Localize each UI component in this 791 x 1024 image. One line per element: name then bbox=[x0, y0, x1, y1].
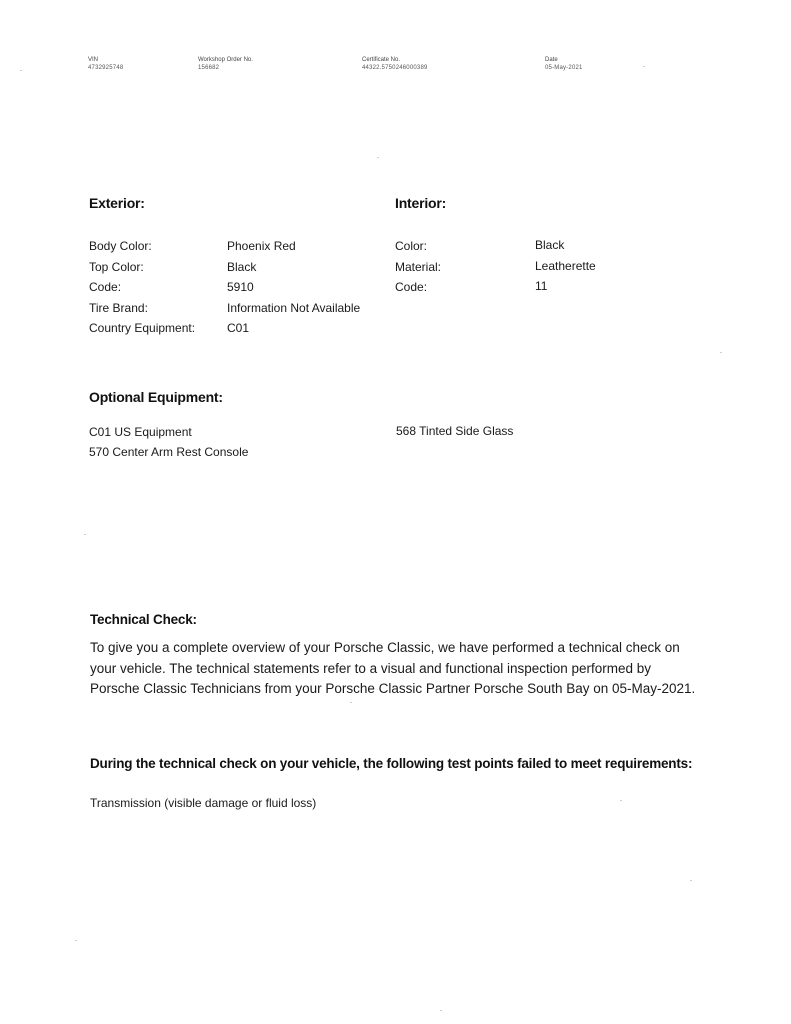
scan-speck bbox=[84, 534, 86, 535]
scan-speck bbox=[690, 880, 692, 881]
workshop-order-label: Workshop Order No. bbox=[198, 57, 253, 63]
scan-speck bbox=[643, 66, 645, 67]
interior-label: Material: bbox=[395, 260, 442, 274]
exterior-value: C01 bbox=[227, 321, 250, 335]
scan-speck bbox=[350, 702, 352, 703]
certificate-value: 44322.5750246000389 bbox=[362, 65, 428, 71]
certificate-block bbox=[362, 56, 428, 72]
scan-speck bbox=[20, 70, 22, 71]
exterior-label: Body Color: bbox=[89, 239, 152, 253]
scan-speck bbox=[720, 352, 722, 353]
optional-equipment-item: 568 Tinted Side Glass bbox=[396, 424, 514, 438]
scan-speck bbox=[620, 800, 622, 801]
exterior-value: Information Not Available bbox=[227, 301, 361, 315]
interior-label: Color: bbox=[395, 239, 428, 253]
exterior-label: Code: bbox=[89, 280, 122, 294]
failed-point-item: Transmission (visible damage or fluid loss) bbox=[90, 796, 317, 810]
interior-value: Leatherette bbox=[535, 259, 596, 273]
exterior-value: 5910 bbox=[227, 280, 254, 294]
vin-label: VIN bbox=[88, 57, 99, 63]
interior-value: 11 bbox=[535, 279, 548, 293]
failed-points-heading: During the technical check on your vehicle, the following test points failed to meet requirements: bbox=[90, 756, 693, 771]
certificate-label: Certificate No. bbox=[362, 57, 401, 63]
optional-equipment-item: 570 Center Arm Rest Console bbox=[89, 445, 249, 459]
scan-speck bbox=[75, 940, 77, 941]
vin-value: 4732925748 bbox=[88, 65, 124, 71]
exterior-label: Tire Brand: bbox=[89, 301, 148, 315]
exterior-label: Country Equipment: bbox=[89, 321, 196, 335]
date-block bbox=[545, 56, 583, 72]
technical-check-text: To give you a complete overview of your Porsche Classic, we have performed a technical check on your vehicle. The technical statements refer to a visual and functional inspection performed by Porsche Classic Technicians from your Porsche Classic Partner Porsche South Bay on 05-May-2021. bbox=[90, 640, 696, 696]
technical-check-title: Technical Check: bbox=[90, 612, 197, 627]
optional-equipment-item: C01 US Equipment bbox=[89, 425, 192, 439]
vin-block bbox=[88, 56, 123, 72]
interior-label: Code: bbox=[395, 280, 428, 294]
interior-title: Interior: bbox=[395, 195, 447, 211]
interior-value: Black bbox=[535, 238, 565, 252]
exterior-value: Phoenix Red bbox=[227, 239, 296, 253]
scan-speck bbox=[377, 157, 379, 158]
date-value: 05-May-2021 bbox=[545, 65, 583, 71]
date-label: Date bbox=[545, 57, 558, 63]
workshop-order-block bbox=[198, 56, 253, 72]
scan-speck bbox=[440, 1010, 442, 1011]
exterior-title: Exterior: bbox=[89, 195, 145, 211]
exterior-label: Top Color: bbox=[89, 260, 144, 274]
workshop-order-value: 156682 bbox=[198, 65, 220, 71]
optional-equipment-title: Optional Equipment: bbox=[89, 389, 223, 405]
exterior-value: Black bbox=[227, 260, 257, 274]
